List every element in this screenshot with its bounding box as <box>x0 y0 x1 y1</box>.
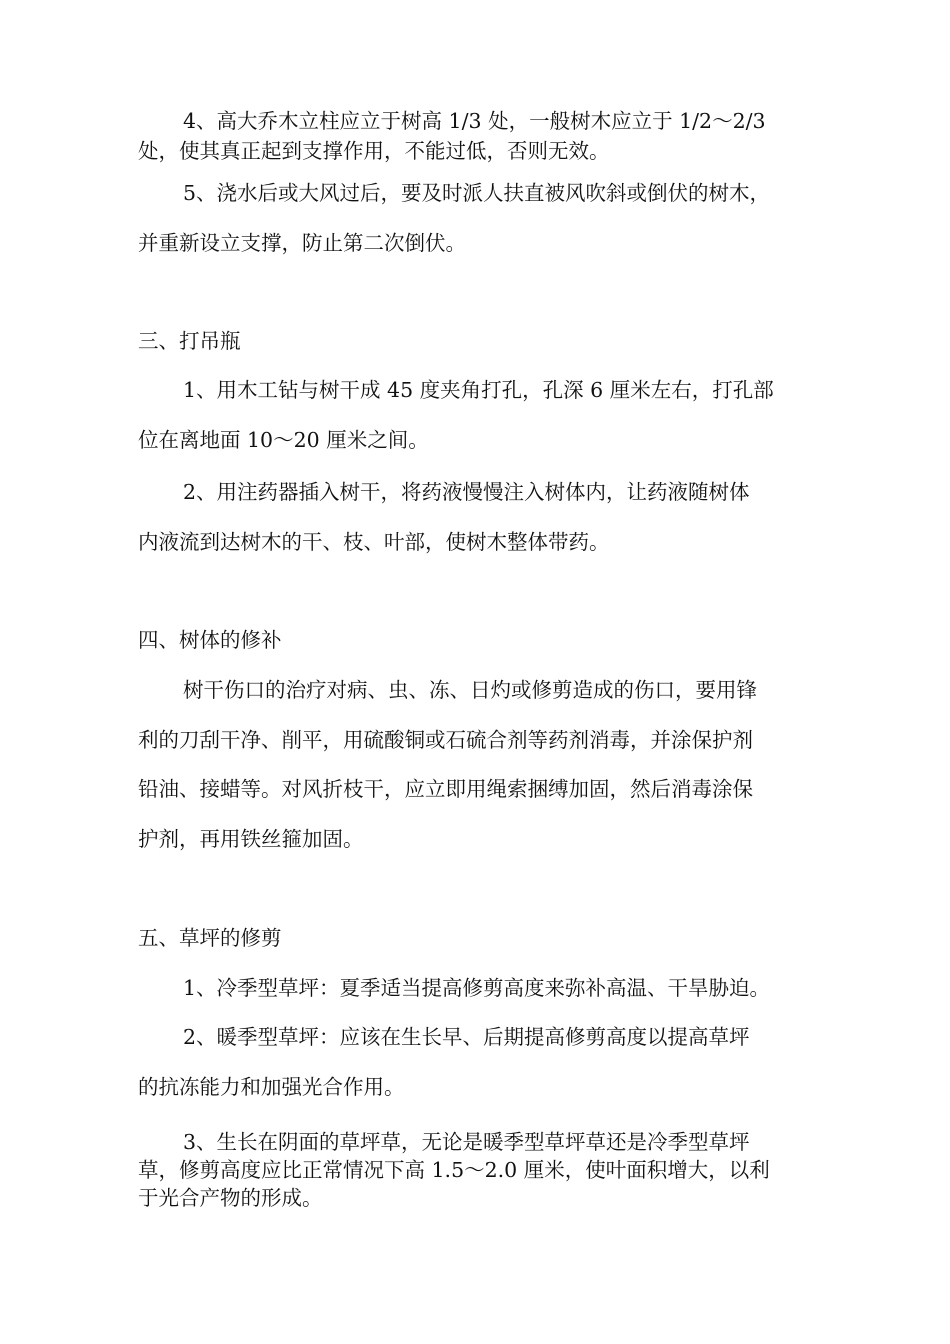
paragraph-4-line-1: 4、高大乔木立柱应立于树高 1/3 处，一般树木应立于 1/2～2/3 <box>183 109 766 133</box>
section-5-p3-line-1: 3、生长在阴面的草坪草，无论是暖季型草坪草还是冷季型草坪 <box>183 1130 750 1154</box>
section-4-p1-line-2: 利的刀刮干净、削平，用硫酸铜或石硫合剂等药剂消毒，并涂保护剂 <box>138 728 753 752</box>
section-3-p2-line-2: 内液流到达树木的干、枝、叶部，使树木整体带药。 <box>138 530 610 554</box>
paragraph-4-line-2: 处，使其真正起到支撑作用，不能过低，否则无效。 <box>138 139 610 163</box>
section-5-p2-line-1: 2、暖季型草坪：应该在生长早、后期提高修剪高度以提高草坪 <box>183 1025 750 1049</box>
section-5-p3-line-3: 于光合产物的形成。 <box>138 1186 323 1210</box>
paragraph-5-line-1: 5、浇水后或大风过后，要及时派人扶直被风吹斜或倒伏的树木， <box>183 181 771 205</box>
section-5-heading: 五、草坪的修剪 <box>138 926 282 950</box>
section-4-p1-line-3: 铅油、接蜡等。对风折枝干，应立即用绳索捆缚加固，然后消毒涂保 <box>138 777 753 801</box>
section-4-p1-line-1: 树干伤口的治疗对病、虫、冻、日灼或修剪造成的伤口，要用锋 <box>183 678 757 702</box>
section-5-p3-line-2: 草，修剪高度应比正常情况下高 1.5～2.0 厘米，使叶面积增大，以利 <box>138 1158 770 1182</box>
section-3-p1-line-1: 1、用木工钻与树干成 45 度夹角打孔，孔深 6 厘米左右，打孔部 <box>183 378 774 402</box>
section-5-p2-line-2: 的抗冻能力和加强光合作用。 <box>138 1075 405 1099</box>
section-3-p1-line-2: 位在离地面 10～20 厘米之间。 <box>138 428 429 452</box>
section-4-heading: 四、树体的修补 <box>138 628 282 652</box>
section-3-heading: 三、打吊瓶 <box>138 329 241 353</box>
paragraph-5-line-2: 并重新设立支撑，防止第二次倒伏。 <box>138 231 466 255</box>
section-5-p1-line-1: 1、冷季型草坪：夏季适当提高修剪高度来弥补高温、干旱胁迫。 <box>183 976 771 1000</box>
section-4-p1-line-4: 护剂，再用铁丝箍加固。 <box>138 827 364 851</box>
section-3-p2-line-1: 2、用注药器插入树干，将药液慢慢注入树体内，让药液随树体 <box>183 480 750 504</box>
